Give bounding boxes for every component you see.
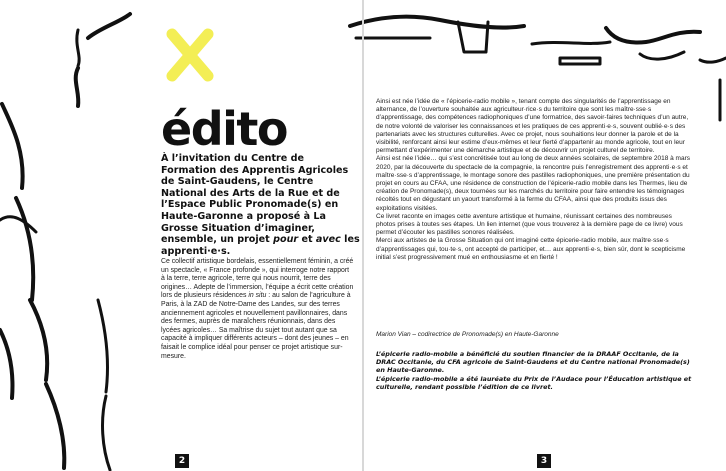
right-paragraph-2: Ainsi est née l’idée… qui s’est concrétisée tout au long de deux années scolaires, de septembre 2018 à mars 2020, par la découverte du spectacle de la compagnie, la rencontre puis l’enregistrement des apprenti·e·s et maître·sse·s d’apprentissage, le montage sonore des pastilles radiophoniques, une première présentation du projet en cours au CFAA, une résidence de construction de l’épicerie-radio mobile dans les Thermes, lieu de création de Pronomade(s), deux tournées sur les marchés du territoire pour faire entendre les témoignages récoltés tout en dégustant un yaourt transformé à la ferme du CFAA, ainsi que des produits issus des exploitations visitées. — [376, 155, 690, 212]
page-gutter — [362, 0, 364, 471]
page-number-left: 2 — [175, 454, 189, 468]
right-paragraph-1: Ainsi est née l’idée de « l’épicerie-radio mobile », tenant compte des singularités de l’apprentissage en alternance, de l’ouverture souhaitée aux agriculteur·rice·s du territoire que sont les maître·sse·s d’apprentissage, des compétences radiophoniques d’une formatrice, des savoir-faires techniques d’un autre, de notre volonté de valoriser les connaissances et les pratiques de ces apprenti·e·s, souvent oublié·e·s des partenariats avec les structures culturelles. Avec ce projet, nous souhaitions leur donner la parole et de la visibilité, renforcant ainsi leur estime d’eux-mêmes et leur fierté d’appartenir au monde agricole, tout en leur permettant d’expérimenter une démarche artistique et de découvrir un projet culturel de territoire. — [376, 98, 689, 155]
funding-paragraph-1: L’épicerie radio-mobile a bénéficié du soutien financier de la DRAAF Occitanie, de la DRAC Occitanie, du CFA agricole de Saint-Gaudens et du Centre national Pronomade(s) en Haute-Garonne. — [376, 350, 690, 375]
right-paragraph-3: Ce livret raconte en images cette aventure artistique et humaine, réunissant certaines des nombreuses photos prises à toutes ses étapes. Un lien internet (que vous trouverez à la dernière page de ce livre) vous permet d’écouter les pastilles sonores réalisées. — [376, 212, 683, 237]
intro-et: et — [298, 234, 316, 246]
page-title: édito — [161, 102, 287, 156]
funding-credits — [376, 350, 692, 391]
intro-text-1: À l’invitation du Centre de Formation des Apprentis Agricoles de Saint-Gaudens, le Centre National des Arts de la Rue et de l’Espace Public Pronomade(s) en Haute-Garonne a proposé à La Grosse Situation d’imaginer, ensemble, un projet — [161, 153, 349, 246]
left-body-in-situ: in situ — [248, 292, 267, 300]
yellow-cross-mark-icon — [172, 34, 208, 76]
intro-text-2: les apprenti·e·s. — [161, 234, 360, 257]
right-body-text — [376, 98, 692, 262]
left-body-paragraph — [161, 258, 354, 361]
intro-pour: pour — [273, 234, 299, 246]
intro-avec: avec — [315, 234, 341, 246]
left-body-text-1: Ce collectif artistique bordelais, essentiellement féminin, a créé un spectacle, « France profonde », qui interroge notre rapport à la terre, terre agricole, terre qui nous nourrit, terre des origines… Adepte de l’immersion, l’équipe a écrit cette création lors de plusieurs résidences — [161, 258, 354, 300]
page-number-right: 3 — [537, 454, 551, 468]
signature: Marion Vian – codirectrice de Pronomade(s) en Haute-Garonne — [376, 331, 559, 338]
funding-paragraph-2: L’épicerie radio-mobile a été lauréate du Prix de l’Audace pour l’Éducation artistique et culturelle, rendant possible l’édition de ce livret. — [376, 374, 692, 391]
right-paragraph-4: Merci aux artistes de la Grosse Situation qui ont imaginé cette épicerie-radio mobile, aux maître·sse·s d’apprentissages qui, tou·te·s, ont accepté de participer, et… aux apprenti·e·s, bien sûr, dont le scepticisme initial s’est progressivement mué en enthousiasme et en fierté ! — [376, 237, 686, 261]
left-body-text-2: : au salon de l’agriculture à Paris, à la ZAD de Notre-Dame des Landes, sur des terres anciennement agricoles et nouvellement pavillonnaires, dans des fermes, auprès de maraîchers réunionnais, dans des lycées agricoles… Sa maîtrise du sujet tout autant que sa capacité à impliquer différents acteurs – dont des jeunes – en faisait le complice idéal pour penser ce projet artistique sur-mesure. — [161, 292, 351, 360]
intro-paragraph — [161, 153, 361, 257]
